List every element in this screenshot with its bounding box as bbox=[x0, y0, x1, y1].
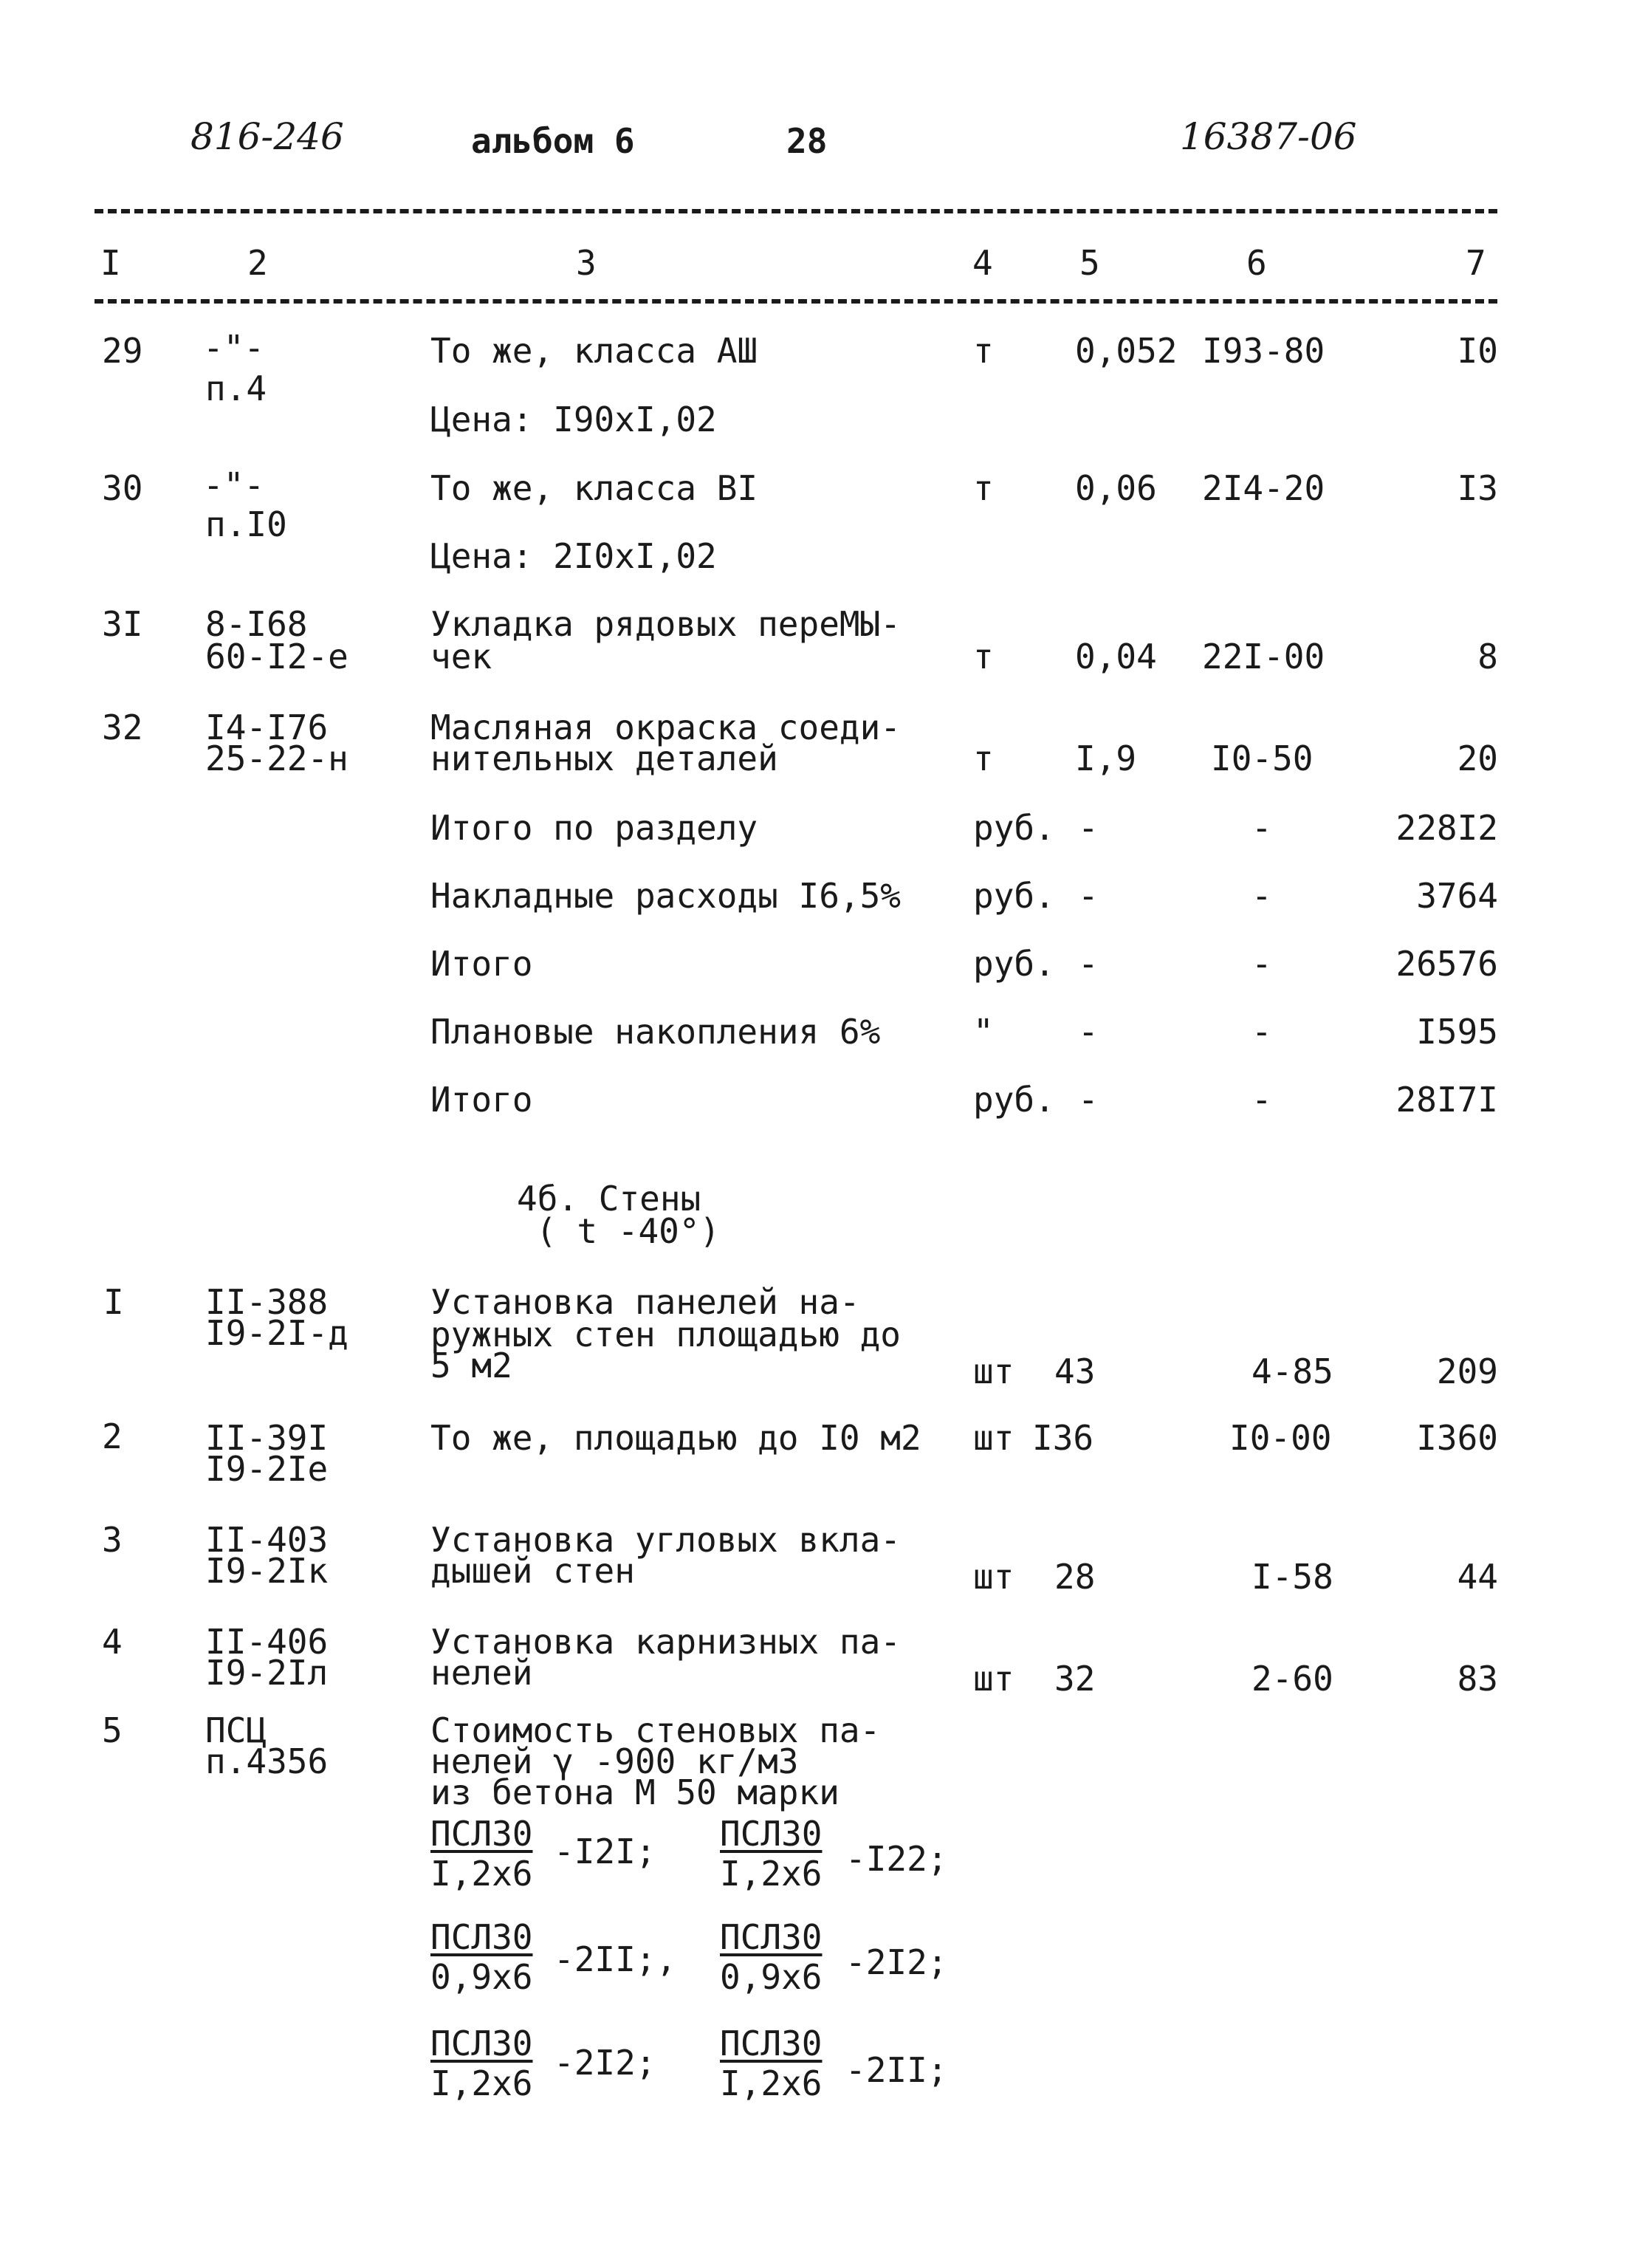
row-unit: т bbox=[973, 468, 994, 508]
row-unit: шт bbox=[973, 1659, 1014, 1699]
row-ref-2: I9-2Iл bbox=[205, 1653, 329, 1693]
row-description-cont: нительных деталей bbox=[430, 739, 778, 778]
row-ref-1: II-39I bbox=[205, 1418, 329, 1458]
album-label: альбом 6 bbox=[471, 121, 635, 161]
row-ref-1: II-388 bbox=[205, 1282, 329, 1322]
panel-code bbox=[430, 2024, 533, 2103]
row-ref-1: I4-I76 bbox=[205, 708, 329, 747]
panel-code bbox=[720, 2024, 823, 2103]
row-description-cont: ружных стен площадью до bbox=[430, 1315, 901, 1354]
row-unit: т bbox=[973, 331, 994, 371]
row-qty: 0,052 bbox=[1075, 331, 1178, 371]
doc-code: 16387-06 bbox=[1180, 115, 1357, 158]
panel-code-size: 0,9x6 bbox=[430, 1957, 533, 1997]
panel-code-suffix: -I2I; bbox=[554, 1832, 656, 1871]
panel-code-suffix: -2I2; bbox=[554, 2043, 656, 2083]
row-total: 209 bbox=[1436, 1351, 1498, 1391]
section-subtitle: ( t -40°) bbox=[536, 1211, 721, 1251]
summary-qty: - bbox=[1078, 876, 1099, 916]
row-description: Масляная окраска соеди- bbox=[430, 708, 901, 747]
row-price: I93-80 bbox=[1202, 331, 1325, 371]
summary-unit: руб. bbox=[973, 944, 1055, 984]
row-description: Установка карнизных па- bbox=[430, 1622, 901, 1662]
row-price: 4-85 bbox=[1251, 1351, 1333, 1391]
row-price-note: Цена: 2I0xI,02 bbox=[430, 536, 717, 576]
summary-label: Плановые накопления 6% bbox=[430, 1012, 881, 1052]
panel-code-size: I,2x6 bbox=[720, 2063, 823, 2103]
row-ref-2: I9-2Iе bbox=[205, 1449, 329, 1489]
row-description: Стоимость стеновых па- bbox=[430, 1710, 881, 1750]
row-description: То же, класса ВI bbox=[430, 468, 758, 508]
row-total: 44 bbox=[1457, 1557, 1498, 1597]
row-price: 2-60 bbox=[1251, 1659, 1333, 1699]
row-ref-1: 8-I68 bbox=[205, 604, 308, 644]
panel-code-size: I,2x6 bbox=[430, 2063, 533, 2103]
summary-unit: руб. bbox=[973, 876, 1055, 916]
summary-unit: руб. bbox=[973, 808, 1055, 848]
panel-code-suffix: -2II;, bbox=[554, 1939, 677, 1979]
summary-price: - bbox=[1251, 944, 1272, 984]
col-4-header: 4 bbox=[972, 243, 993, 283]
summary-total: I595 bbox=[1416, 1012, 1498, 1052]
row-ref-1: ПСЦ bbox=[205, 1710, 267, 1750]
panel-code bbox=[430, 1917, 533, 1997]
summary-unit: " bbox=[973, 1012, 994, 1052]
panel-code-name: ПСЛ30 bbox=[720, 1917, 823, 1957]
panel-code-name: ПСЛ30 bbox=[430, 1814, 533, 1854]
summary-qty: - bbox=[1078, 944, 1099, 984]
row-ref-1: -"- bbox=[203, 328, 265, 368]
summary-label: Итого по разделу bbox=[430, 808, 758, 848]
row-number: 5 bbox=[102, 1710, 123, 1750]
row-total: 83 bbox=[1457, 1659, 1498, 1699]
row-number: 32 bbox=[102, 708, 143, 747]
row-price-note: Цена: I90xI,02 bbox=[430, 400, 717, 439]
row-qty: I36 bbox=[1032, 1418, 1094, 1458]
summary-unit: руб. bbox=[973, 1080, 1055, 1120]
row-number: 2 bbox=[102, 1416, 123, 1456]
panel-code bbox=[720, 1917, 823, 1997]
row-ref-2: 25-22-н bbox=[205, 739, 348, 778]
row-qty: 43 bbox=[1054, 1351, 1096, 1391]
page-number: 28 bbox=[786, 121, 828, 161]
summary-price: - bbox=[1251, 1080, 1272, 1120]
summary-total: 28I7I bbox=[1395, 1080, 1498, 1120]
summary-label: Итого bbox=[430, 944, 533, 984]
panel-code-size: 0,9x6 bbox=[720, 1957, 823, 1997]
col-7-header: 7 bbox=[1466, 243, 1486, 283]
row-description: То же, площадью до I0 м2 bbox=[430, 1418, 921, 1458]
row-number: 3I bbox=[102, 604, 143, 644]
row-description: Укладка рядовых переМЫ- bbox=[430, 604, 901, 644]
row-number: 30 bbox=[102, 468, 143, 508]
panel-code-suffix: -2II; bbox=[845, 2050, 948, 2090]
row-price: 2I4-20 bbox=[1202, 468, 1325, 508]
row-ref-2: I9-2Iк bbox=[205, 1551, 329, 1591]
row-ref-1: II-406 bbox=[205, 1622, 329, 1662]
row-ref-2: п.4 bbox=[205, 369, 267, 408]
row-number: 3 bbox=[102, 1520, 123, 1560]
row-ref-2: I9-2I-д bbox=[205, 1313, 348, 1353]
row-description-cont: из бетона М 50 марки bbox=[430, 1772, 839, 1812]
row-qty: I,9 bbox=[1075, 739, 1137, 778]
row-price: 22I-00 bbox=[1202, 637, 1325, 676]
row-number: 4 bbox=[102, 1622, 123, 1662]
summary-total: 3764 bbox=[1416, 876, 1498, 916]
panel-code-name: ПСЛ30 bbox=[430, 1917, 533, 1957]
row-description-cont: нелей γ -900 кг/м3 bbox=[430, 1741, 799, 1781]
row-description: Установка угловых вкла- bbox=[430, 1520, 901, 1560]
row-description: Установка панелей на- bbox=[430, 1282, 860, 1322]
top-divider bbox=[95, 209, 1497, 213]
row-qty: 32 bbox=[1054, 1659, 1096, 1699]
row-qty: 28 bbox=[1054, 1557, 1096, 1597]
row-ref-2: п.I0 bbox=[205, 504, 287, 544]
panel-code-suffix: -I22; bbox=[845, 1839, 948, 1879]
row-price: I-58 bbox=[1251, 1557, 1333, 1597]
summary-qty: - bbox=[1078, 1012, 1099, 1052]
panel-code bbox=[430, 1814, 533, 1894]
panel-code-name: ПСЛ30 bbox=[430, 2024, 533, 2063]
summary-label: Накладные расходы I6,5% bbox=[430, 876, 901, 916]
row-price: I0-50 bbox=[1211, 739, 1314, 778]
row-qty: 0,04 bbox=[1075, 637, 1157, 676]
col-3-header: 3 bbox=[576, 243, 597, 283]
summary-price: - bbox=[1251, 1012, 1272, 1052]
row-description-cont: нелей bbox=[430, 1653, 533, 1693]
doc-number: 816-246 bbox=[190, 115, 344, 158]
row-ref-1: -"- bbox=[203, 465, 265, 505]
summary-label: Итого bbox=[430, 1080, 533, 1120]
row-ref-2: 60-I2-е bbox=[205, 637, 348, 676]
row-description-cont: 5 м2 bbox=[430, 1346, 512, 1385]
row-unit: шт bbox=[973, 1351, 1014, 1391]
section-title: 4б. Стены bbox=[517, 1179, 701, 1219]
summary-qty: - bbox=[1078, 808, 1099, 848]
row-qty: 0,06 bbox=[1075, 468, 1157, 508]
summary-total: 228I2 bbox=[1395, 808, 1498, 848]
col-5-header: 5 bbox=[1079, 243, 1100, 283]
row-total: I0 bbox=[1457, 331, 1498, 371]
row-description-cont: чек bbox=[430, 637, 492, 676]
summary-price: - bbox=[1251, 876, 1272, 916]
panel-code-size: I,2x6 bbox=[720, 1854, 823, 1894]
row-ref-1: II-403 bbox=[205, 1520, 329, 1560]
row-number: 29 bbox=[102, 331, 143, 371]
summary-total: 26576 bbox=[1395, 944, 1498, 984]
row-number: I bbox=[103, 1282, 124, 1322]
panel-code-suffix: -2I2; bbox=[845, 1942, 948, 1982]
row-ref-2: п.4356 bbox=[205, 1741, 329, 1781]
row-description-cont: дышей стен bbox=[430, 1551, 635, 1591]
summary-qty: - bbox=[1078, 1080, 1099, 1120]
header-divider bbox=[95, 299, 1497, 304]
row-unit: т bbox=[973, 637, 994, 676]
summary-price: - bbox=[1251, 808, 1272, 848]
col-6-header: 6 bbox=[1246, 243, 1267, 283]
row-total: I3 bbox=[1457, 468, 1498, 508]
panel-code-name: ПСЛ30 bbox=[720, 1814, 823, 1854]
col-2-header: 2 bbox=[247, 243, 268, 283]
panel-code bbox=[720, 1814, 823, 1894]
row-unit: шт bbox=[973, 1557, 1014, 1597]
panel-code-size: I,2x6 bbox=[430, 1854, 533, 1894]
row-total: 8 bbox=[1477, 637, 1498, 676]
col-1-header: I bbox=[100, 243, 121, 283]
row-price: I0-00 bbox=[1229, 1418, 1332, 1458]
row-unit: шт bbox=[973, 1418, 1014, 1458]
row-total: 20 bbox=[1457, 739, 1498, 778]
row-description: То же, класса АШ bbox=[430, 331, 758, 371]
row-unit: т bbox=[973, 739, 994, 778]
row-total: I360 bbox=[1416, 1418, 1498, 1458]
panel-code-name: ПСЛ30 bbox=[720, 2024, 823, 2063]
